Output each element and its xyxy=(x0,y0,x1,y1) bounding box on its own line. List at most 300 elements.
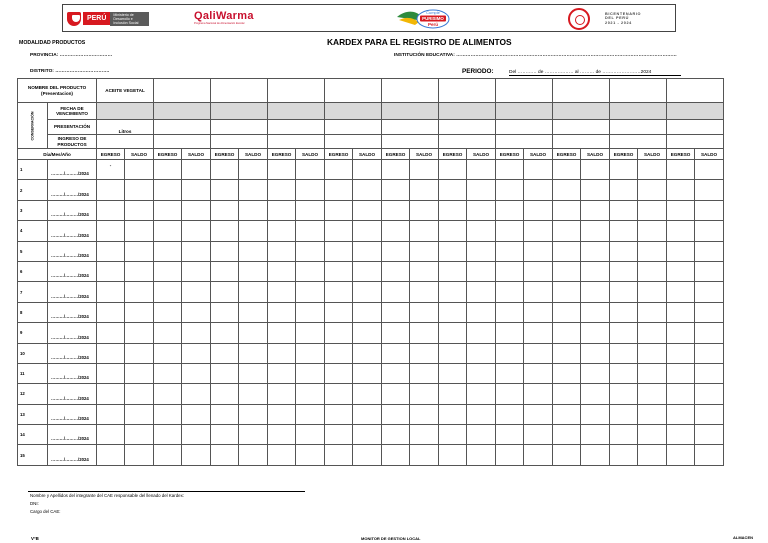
saldo-cell[interactable] xyxy=(239,160,268,180)
saldo-cell[interactable] xyxy=(467,282,496,302)
saldo-cell[interactable] xyxy=(524,261,553,281)
egreso-cell[interactable] xyxy=(382,384,410,404)
saldo-cell[interactable] xyxy=(581,363,610,383)
saldo-cell[interactable] xyxy=(182,160,211,180)
egreso-cell[interactable] xyxy=(496,180,524,200)
saldo-cell[interactable] xyxy=(410,241,439,261)
product-name-value[interactable]: ACEITE VEGETAL xyxy=(97,79,154,103)
egreso-cell[interactable] xyxy=(667,221,695,241)
saldo-cell[interactable] xyxy=(467,160,496,180)
saldo-cell[interactable] xyxy=(353,160,382,180)
egreso-cell[interactable] xyxy=(97,343,125,363)
egreso-cell[interactable] xyxy=(496,363,524,383)
income-cell[interactable] xyxy=(97,135,154,149)
presentation-cell[interactable] xyxy=(154,120,211,135)
egreso-cell[interactable] xyxy=(382,261,410,281)
egreso-cell[interactable] xyxy=(211,241,239,261)
egreso-cell[interactable] xyxy=(211,343,239,363)
egreso-cell[interactable] xyxy=(382,221,410,241)
egreso-cell[interactable] xyxy=(154,343,182,363)
saldo-cell[interactable] xyxy=(695,404,724,424)
egreso-cell[interactable] xyxy=(667,302,695,322)
egreso-cell[interactable] xyxy=(496,323,524,343)
egreso-cell[interactable] xyxy=(496,445,524,465)
egreso-cell[interactable] xyxy=(268,404,296,424)
expiry-cell[interactable] xyxy=(553,103,610,120)
saldo-cell[interactable] xyxy=(695,200,724,220)
egreso-cell[interactable] xyxy=(268,241,296,261)
saldo-cell[interactable] xyxy=(467,180,496,200)
egreso-cell[interactable] xyxy=(553,160,581,180)
saldo-cell[interactable] xyxy=(296,425,325,445)
saldo-cell[interactable] xyxy=(353,282,382,302)
date-cell[interactable]: ………/………/2024 xyxy=(48,363,97,383)
expiry-cell[interactable] xyxy=(268,103,325,120)
saldo-cell[interactable] xyxy=(125,261,154,281)
saldo-cell[interactable] xyxy=(353,200,382,220)
expiry-cell[interactable] xyxy=(610,103,667,120)
saldo-cell[interactable] xyxy=(410,425,439,445)
egreso-cell[interactable] xyxy=(553,445,581,465)
saldo-cell[interactable] xyxy=(581,302,610,322)
egreso-cell[interactable] xyxy=(154,302,182,322)
date-cell[interactable]: ………/………/2024 xyxy=(48,425,97,445)
egreso-cell[interactable] xyxy=(553,200,581,220)
egreso-cell[interactable] xyxy=(667,282,695,302)
egreso-cell[interactable] xyxy=(439,445,467,465)
date-cell[interactable]: ………/………/2024 xyxy=(48,404,97,424)
date-cell[interactable]: ………/………/2024 xyxy=(48,241,97,261)
saldo-cell[interactable] xyxy=(581,384,610,404)
egreso-cell[interactable] xyxy=(667,384,695,404)
egreso-cell[interactable] xyxy=(667,261,695,281)
date-cell[interactable]: ………/………/2024 xyxy=(48,160,97,180)
saldo-cell[interactable] xyxy=(695,343,724,363)
egreso-cell[interactable] xyxy=(667,200,695,220)
saldo-cell[interactable] xyxy=(182,302,211,322)
saldo-cell[interactable] xyxy=(182,221,211,241)
income-cell[interactable] xyxy=(667,135,724,149)
egreso-cell[interactable] xyxy=(268,160,296,180)
saldo-cell[interactable] xyxy=(296,221,325,241)
saldo-cell[interactable] xyxy=(353,221,382,241)
expiry-cell[interactable] xyxy=(667,103,724,120)
saldo-cell[interactable] xyxy=(239,445,268,465)
saldo-cell[interactable] xyxy=(695,323,724,343)
province-field[interactable]: PROVINCIA: …………………………… xyxy=(30,53,113,58)
egreso-cell[interactable] xyxy=(325,261,353,281)
egreso-cell[interactable] xyxy=(667,445,695,465)
egreso-cell[interactable] xyxy=(97,180,125,200)
egreso-cell[interactable] xyxy=(154,363,182,383)
egreso-cell[interactable] xyxy=(439,343,467,363)
egreso-cell[interactable] xyxy=(667,343,695,363)
egreso-cell[interactable] xyxy=(610,261,638,281)
egreso-cell[interactable] xyxy=(667,404,695,424)
expiry-cell[interactable] xyxy=(154,103,211,120)
egreso-cell[interactable] xyxy=(667,363,695,383)
egreso-cell[interactable] xyxy=(211,200,239,220)
income-cell[interactable] xyxy=(154,135,211,149)
saldo-cell[interactable] xyxy=(239,221,268,241)
egreso-cell[interactable] xyxy=(439,160,467,180)
egreso-cell[interactable] xyxy=(610,363,638,383)
egreso-cell[interactable] xyxy=(382,404,410,424)
egreso-cell[interactable] xyxy=(439,302,467,322)
saldo-cell[interactable] xyxy=(125,160,154,180)
egreso-cell[interactable] xyxy=(382,241,410,261)
saldo-cell[interactable] xyxy=(239,343,268,363)
saldo-cell[interactable] xyxy=(410,261,439,281)
saldo-cell[interactable] xyxy=(353,261,382,281)
expiry-cell[interactable] xyxy=(211,103,268,120)
egreso-cell[interactable] xyxy=(325,384,353,404)
saldo-cell[interactable] xyxy=(467,384,496,404)
expiry-cell[interactable] xyxy=(496,103,553,120)
egreso-cell[interactable] xyxy=(97,425,125,445)
egreso-cell[interactable] xyxy=(268,302,296,322)
saldo-cell[interactable] xyxy=(182,425,211,445)
egreso-cell[interactable] xyxy=(268,261,296,281)
presentation-cell[interactable] xyxy=(553,120,610,135)
saldo-cell[interactable] xyxy=(410,160,439,180)
saldo-cell[interactable] xyxy=(182,241,211,261)
egreso-cell[interactable] xyxy=(553,323,581,343)
saldo-cell[interactable] xyxy=(524,384,553,404)
date-cell[interactable]: ………/………/2024 xyxy=(48,384,97,404)
egreso-cell[interactable] xyxy=(154,200,182,220)
saldo-cell[interactable] xyxy=(695,261,724,281)
saldo-cell[interactable] xyxy=(353,384,382,404)
egreso-cell[interactable] xyxy=(268,180,296,200)
egreso-cell[interactable] xyxy=(610,323,638,343)
product-name-cell[interactable] xyxy=(553,79,610,103)
date-cell[interactable]: ………/………/2024 xyxy=(48,302,97,322)
saldo-cell[interactable] xyxy=(182,200,211,220)
egreso-cell[interactable]: - xyxy=(97,160,125,180)
egreso-cell[interactable] xyxy=(439,404,467,424)
egreso-cell[interactable] xyxy=(325,221,353,241)
egreso-cell[interactable] xyxy=(154,160,182,180)
egreso-cell[interactable] xyxy=(667,160,695,180)
egreso-cell[interactable] xyxy=(610,160,638,180)
district-field[interactable]: DISTRITO: ……………………………. xyxy=(30,69,110,74)
presentation-cell[interactable] xyxy=(211,120,268,135)
expiry-cell[interactable] xyxy=(439,103,496,120)
egreso-cell[interactable] xyxy=(553,302,581,322)
date-cell[interactable]: ………/………/2024 xyxy=(48,445,97,465)
egreso-cell[interactable] xyxy=(211,180,239,200)
saldo-cell[interactable] xyxy=(239,282,268,302)
egreso-cell[interactable] xyxy=(667,323,695,343)
egreso-cell[interactable] xyxy=(439,363,467,383)
egreso-cell[interactable] xyxy=(97,363,125,383)
egreso-cell[interactable] xyxy=(154,404,182,424)
saldo-cell[interactable] xyxy=(239,384,268,404)
egreso-cell[interactable] xyxy=(154,282,182,302)
egreso-cell[interactable] xyxy=(439,323,467,343)
egreso-cell[interactable] xyxy=(610,180,638,200)
egreso-cell[interactable] xyxy=(496,343,524,363)
product-name-cell[interactable] xyxy=(496,79,553,103)
presentation-cell[interactable] xyxy=(439,120,496,135)
egreso-cell[interactable] xyxy=(553,180,581,200)
saldo-cell[interactable] xyxy=(182,180,211,200)
saldo-cell[interactable] xyxy=(524,323,553,343)
saldo-cell[interactable] xyxy=(524,241,553,261)
saldo-cell[interactable] xyxy=(296,180,325,200)
saldo-cell[interactable] xyxy=(695,221,724,241)
saldo-cell[interactable] xyxy=(581,282,610,302)
saldo-cell[interactable] xyxy=(581,404,610,424)
saldo-cell[interactable] xyxy=(239,200,268,220)
saldo-cell[interactable] xyxy=(125,384,154,404)
saldo-cell[interactable] xyxy=(353,404,382,424)
saldo-cell[interactable] xyxy=(125,425,154,445)
saldo-cell[interactable] xyxy=(524,302,553,322)
saldo-cell[interactable] xyxy=(125,200,154,220)
saldo-cell[interactable] xyxy=(296,384,325,404)
saldo-cell[interactable] xyxy=(410,343,439,363)
saldo-cell[interactable] xyxy=(467,363,496,383)
saldo-cell[interactable] xyxy=(638,200,667,220)
egreso-cell[interactable] xyxy=(667,425,695,445)
egreso-cell[interactable] xyxy=(610,221,638,241)
product-name-cell[interactable] xyxy=(610,79,667,103)
date-cell[interactable]: ………/………/2024 xyxy=(48,221,97,241)
saldo-cell[interactable] xyxy=(353,363,382,383)
saldo-cell[interactable] xyxy=(239,302,268,322)
saldo-cell[interactable] xyxy=(695,384,724,404)
egreso-cell[interactable] xyxy=(211,261,239,281)
saldo-cell[interactable] xyxy=(524,282,553,302)
expiry-cell[interactable] xyxy=(97,103,154,120)
saldo-cell[interactable] xyxy=(125,180,154,200)
expiry-cell[interactable] xyxy=(382,103,439,120)
saldo-cell[interactable] xyxy=(182,323,211,343)
egreso-cell[interactable] xyxy=(439,221,467,241)
egreso-cell[interactable] xyxy=(154,180,182,200)
saldo-cell[interactable] xyxy=(410,282,439,302)
saldo-cell[interactable] xyxy=(581,343,610,363)
saldo-cell[interactable] xyxy=(296,241,325,261)
saldo-cell[interactable] xyxy=(296,323,325,343)
egreso-cell[interactable] xyxy=(553,282,581,302)
date-cell[interactable]: ………/………/2024 xyxy=(48,261,97,281)
income-cell[interactable] xyxy=(610,135,667,149)
saldo-cell[interactable] xyxy=(239,404,268,424)
product-name-cell[interactable] xyxy=(439,79,496,103)
saldo-cell[interactable] xyxy=(353,445,382,465)
date-cell[interactable]: ………/………/2024 xyxy=(48,343,97,363)
egreso-cell[interactable] xyxy=(268,200,296,220)
saldo-cell[interactable] xyxy=(239,425,268,445)
saldo-cell[interactable] xyxy=(638,363,667,383)
egreso-cell[interactable] xyxy=(553,425,581,445)
egreso-cell[interactable] xyxy=(268,384,296,404)
saldo-cell[interactable] xyxy=(524,343,553,363)
saldo-cell[interactable] xyxy=(638,425,667,445)
saldo-cell[interactable] xyxy=(638,241,667,261)
income-cell[interactable] xyxy=(325,135,382,149)
egreso-cell[interactable] xyxy=(97,302,125,322)
income-cell[interactable] xyxy=(553,135,610,149)
egreso-cell[interactable] xyxy=(97,221,125,241)
egreso-cell[interactable] xyxy=(154,241,182,261)
saldo-cell[interactable] xyxy=(410,445,439,465)
saldo-cell[interactable] xyxy=(239,261,268,281)
saldo-cell[interactable] xyxy=(467,445,496,465)
date-cell[interactable]: ………/………/2024 xyxy=(48,282,97,302)
saldo-cell[interactable] xyxy=(695,363,724,383)
saldo-cell[interactable] xyxy=(638,160,667,180)
saldo-cell[interactable] xyxy=(524,363,553,383)
presentation-cell[interactable] xyxy=(325,120,382,135)
saldo-cell[interactable] xyxy=(581,323,610,343)
egreso-cell[interactable] xyxy=(325,363,353,383)
egreso-cell[interactable] xyxy=(382,363,410,383)
egreso-cell[interactable] xyxy=(496,302,524,322)
saldo-cell[interactable] xyxy=(695,160,724,180)
saldo-cell[interactable] xyxy=(125,221,154,241)
saldo-cell[interactable] xyxy=(581,180,610,200)
egreso-cell[interactable] xyxy=(97,261,125,281)
saldo-cell[interactable] xyxy=(467,200,496,220)
saldo-cell[interactable] xyxy=(467,261,496,281)
saldo-cell[interactable] xyxy=(524,221,553,241)
egreso-cell[interactable] xyxy=(211,445,239,465)
saldo-cell[interactable] xyxy=(695,445,724,465)
egreso-cell[interactable] xyxy=(496,404,524,424)
egreso-cell[interactable] xyxy=(97,404,125,424)
egreso-cell[interactable] xyxy=(553,241,581,261)
saldo-cell[interactable] xyxy=(638,282,667,302)
saldo-cell[interactable] xyxy=(125,302,154,322)
saldo-cell[interactable] xyxy=(638,221,667,241)
saldo-cell[interactable] xyxy=(182,445,211,465)
egreso-cell[interactable] xyxy=(439,425,467,445)
egreso-cell[interactable] xyxy=(610,200,638,220)
saldo-cell[interactable] xyxy=(410,363,439,383)
egreso-cell[interactable] xyxy=(439,200,467,220)
saldo-cell[interactable] xyxy=(524,160,553,180)
saldo-cell[interactable] xyxy=(467,404,496,424)
saldo-cell[interactable] xyxy=(353,180,382,200)
saldo-cell[interactable] xyxy=(524,425,553,445)
presentation-cell[interactable] xyxy=(610,120,667,135)
egreso-cell[interactable] xyxy=(97,384,125,404)
income-cell[interactable] xyxy=(496,135,553,149)
saldo-cell[interactable] xyxy=(353,302,382,322)
egreso-cell[interactable] xyxy=(211,404,239,424)
egreso-cell[interactable] xyxy=(211,302,239,322)
saldo-cell[interactable] xyxy=(125,323,154,343)
saldo-cell[interactable] xyxy=(581,261,610,281)
saldo-cell[interactable] xyxy=(125,282,154,302)
saldo-cell[interactable] xyxy=(353,241,382,261)
egreso-cell[interactable] xyxy=(154,221,182,241)
egreso-cell[interactable] xyxy=(610,425,638,445)
egreso-cell[interactable] xyxy=(325,200,353,220)
expiry-cell[interactable] xyxy=(325,103,382,120)
saldo-cell[interactable] xyxy=(296,302,325,322)
saldo-cell[interactable] xyxy=(296,160,325,180)
egreso-cell[interactable] xyxy=(268,425,296,445)
egreso-cell[interactable] xyxy=(439,261,467,281)
egreso-cell[interactable] xyxy=(325,343,353,363)
saldo-cell[interactable] xyxy=(125,404,154,424)
egreso-cell[interactable] xyxy=(154,384,182,404)
egreso-cell[interactable] xyxy=(610,302,638,322)
saldo-cell[interactable] xyxy=(125,241,154,261)
presentation-cell[interactable] xyxy=(382,120,439,135)
egreso-cell[interactable] xyxy=(325,241,353,261)
saldo-cell[interactable] xyxy=(638,180,667,200)
egreso-cell[interactable] xyxy=(610,445,638,465)
egreso-cell[interactable] xyxy=(268,221,296,241)
saldo-cell[interactable] xyxy=(695,180,724,200)
egreso-cell[interactable] xyxy=(610,343,638,363)
saldo-cell[interactable] xyxy=(125,445,154,465)
saldo-cell[interactable] xyxy=(467,425,496,445)
saldo-cell[interactable] xyxy=(467,241,496,261)
egreso-cell[interactable] xyxy=(496,425,524,445)
egreso-cell[interactable] xyxy=(496,160,524,180)
egreso-cell[interactable] xyxy=(211,221,239,241)
egreso-cell[interactable] xyxy=(97,445,125,465)
egreso-cell[interactable] xyxy=(382,200,410,220)
saldo-cell[interactable] xyxy=(296,282,325,302)
egreso-cell[interactable] xyxy=(268,282,296,302)
saldo-cell[interactable] xyxy=(410,221,439,241)
egreso-cell[interactable] xyxy=(325,404,353,424)
saldo-cell[interactable] xyxy=(410,323,439,343)
institution-field[interactable]: INSTITUCIÓN EDUCATIVA: ………………………………………………………………………………………………………………………… xyxy=(394,53,677,58)
date-cell[interactable]: ………/………/2024 xyxy=(48,180,97,200)
saldo-cell[interactable] xyxy=(239,363,268,383)
saldo-cell[interactable] xyxy=(581,200,610,220)
egreso-cell[interactable] xyxy=(382,445,410,465)
saldo-cell[interactable] xyxy=(182,261,211,281)
egreso-cell[interactable] xyxy=(97,241,125,261)
saldo-cell[interactable] xyxy=(524,200,553,220)
egreso-cell[interactable] xyxy=(268,445,296,465)
saldo-cell[interactable] xyxy=(182,404,211,424)
saldo-cell[interactable] xyxy=(239,323,268,343)
saldo-cell[interactable] xyxy=(353,425,382,445)
egreso-cell[interactable] xyxy=(325,445,353,465)
egreso-cell[interactable] xyxy=(325,302,353,322)
egreso-cell[interactable] xyxy=(667,180,695,200)
saldo-cell[interactable] xyxy=(638,261,667,281)
presentation-unit[interactable]: Litros xyxy=(97,120,154,135)
egreso-cell[interactable] xyxy=(154,445,182,465)
egreso-cell[interactable] xyxy=(211,363,239,383)
egreso-cell[interactable] xyxy=(496,282,524,302)
egreso-cell[interactable] xyxy=(211,425,239,445)
saldo-cell[interactable] xyxy=(638,445,667,465)
egreso-cell[interactable] xyxy=(610,282,638,302)
presentation-cell[interactable] xyxy=(268,120,325,135)
egreso-cell[interactable] xyxy=(553,221,581,241)
egreso-cell[interactable] xyxy=(97,200,125,220)
date-cell[interactable]: ………/………/2024 xyxy=(48,200,97,220)
egreso-cell[interactable] xyxy=(325,282,353,302)
saldo-cell[interactable] xyxy=(353,343,382,363)
saldo-cell[interactable] xyxy=(581,221,610,241)
product-name-cell[interactable] xyxy=(268,79,325,103)
egreso-cell[interactable] xyxy=(268,323,296,343)
